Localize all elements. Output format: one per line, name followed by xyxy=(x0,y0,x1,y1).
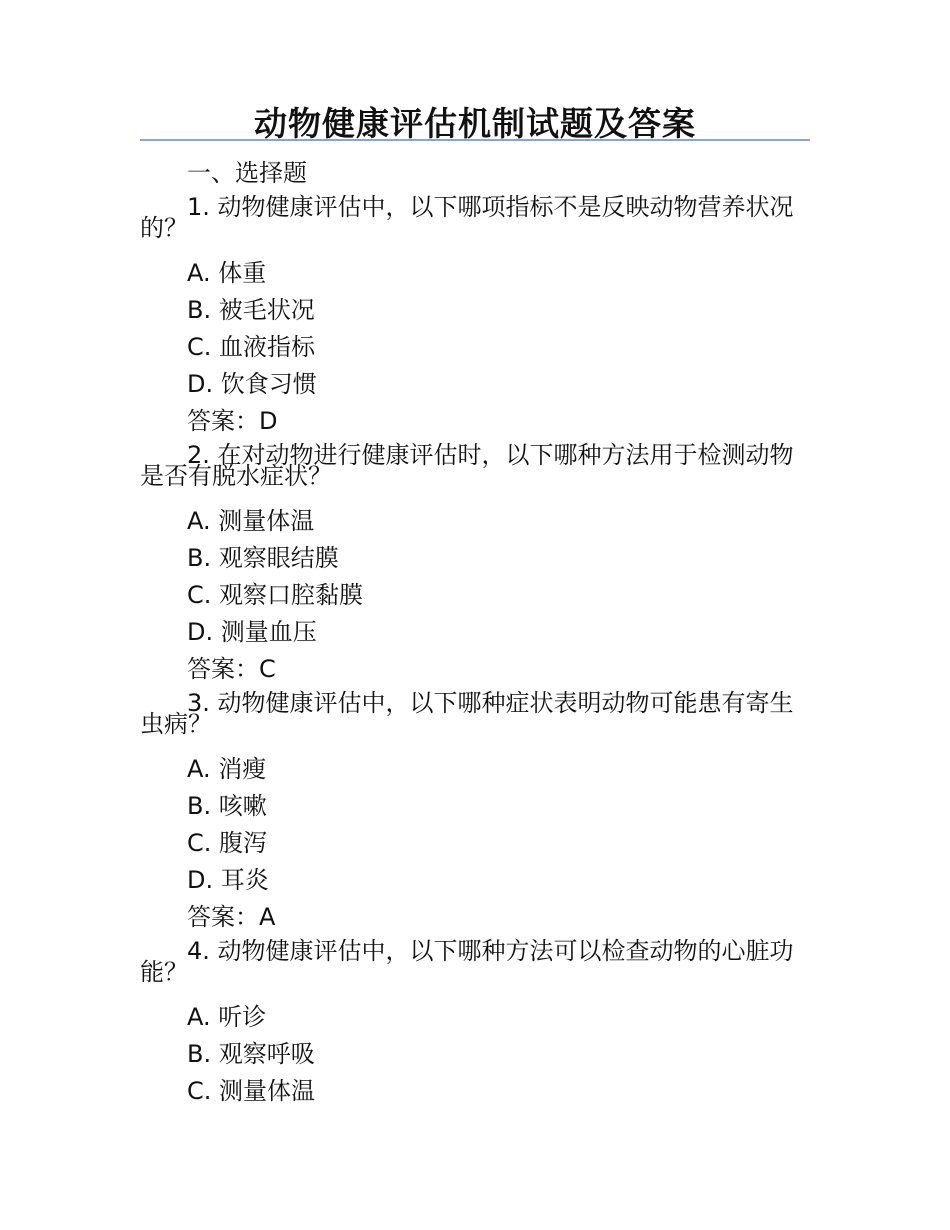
option-b: B. 被毛状况 xyxy=(187,296,315,324)
question-4 xyxy=(140,938,810,999)
question-text: 2. 在对动物进行健康评估时，以下哪种方法用于检测动物 xyxy=(187,441,794,469)
option-a: A. 体重 xyxy=(187,259,267,287)
option-b: B. 咳嗽 xyxy=(187,792,267,820)
question-text: 1. 动物健康评估中，以下哪项指标不是反映动物营养状况 xyxy=(187,193,794,221)
answer-line: 答案：C xyxy=(187,655,276,683)
option-c: C. 血液指标 xyxy=(187,333,316,361)
question-text-continued: 的？ xyxy=(140,214,188,242)
option-b: B. 观察呼吸 xyxy=(187,1040,315,1068)
option-c: C. 观察口腔黏膜 xyxy=(187,581,364,609)
document-body xyxy=(140,155,810,1110)
option-d: D. 耳炎 xyxy=(187,866,269,894)
question-text-continued: 虫病？ xyxy=(140,710,212,738)
option-b: B. 观察眼结膜 xyxy=(187,544,339,572)
section-heading: 一、选择题 xyxy=(187,159,307,187)
option-a: A. 消瘦 xyxy=(187,755,267,783)
option-d: D. 饮食习惯 xyxy=(187,370,317,398)
option-c: C. 腹泻 xyxy=(187,829,268,857)
question-3 xyxy=(140,690,810,751)
question-text: 3. 动物健康评估中，以下哪种症状表明动物可能患有寄生 xyxy=(187,689,794,717)
question-text: 4. 动物健康评估中，以下哪种方法可以检查动物的心脏功 xyxy=(187,937,794,965)
answer-line: 答案：D xyxy=(187,407,278,435)
option-a: A. 测量体温 xyxy=(187,507,315,535)
question-text-continued: 能？ xyxy=(140,958,188,986)
option-c: C. 测量体温 xyxy=(187,1077,316,1105)
title-underline xyxy=(140,139,810,141)
question-1 xyxy=(140,194,810,255)
question-2 xyxy=(140,442,810,503)
option-d: D. 测量血压 xyxy=(187,618,317,646)
option-a: A. 听诊 xyxy=(187,1003,267,1031)
answer-line: 答案：A xyxy=(187,903,276,931)
question-text-continued: 是否有脱水症状？ xyxy=(140,462,332,490)
document-title: 动物健康评估机制试题及答案 xyxy=(254,104,696,143)
